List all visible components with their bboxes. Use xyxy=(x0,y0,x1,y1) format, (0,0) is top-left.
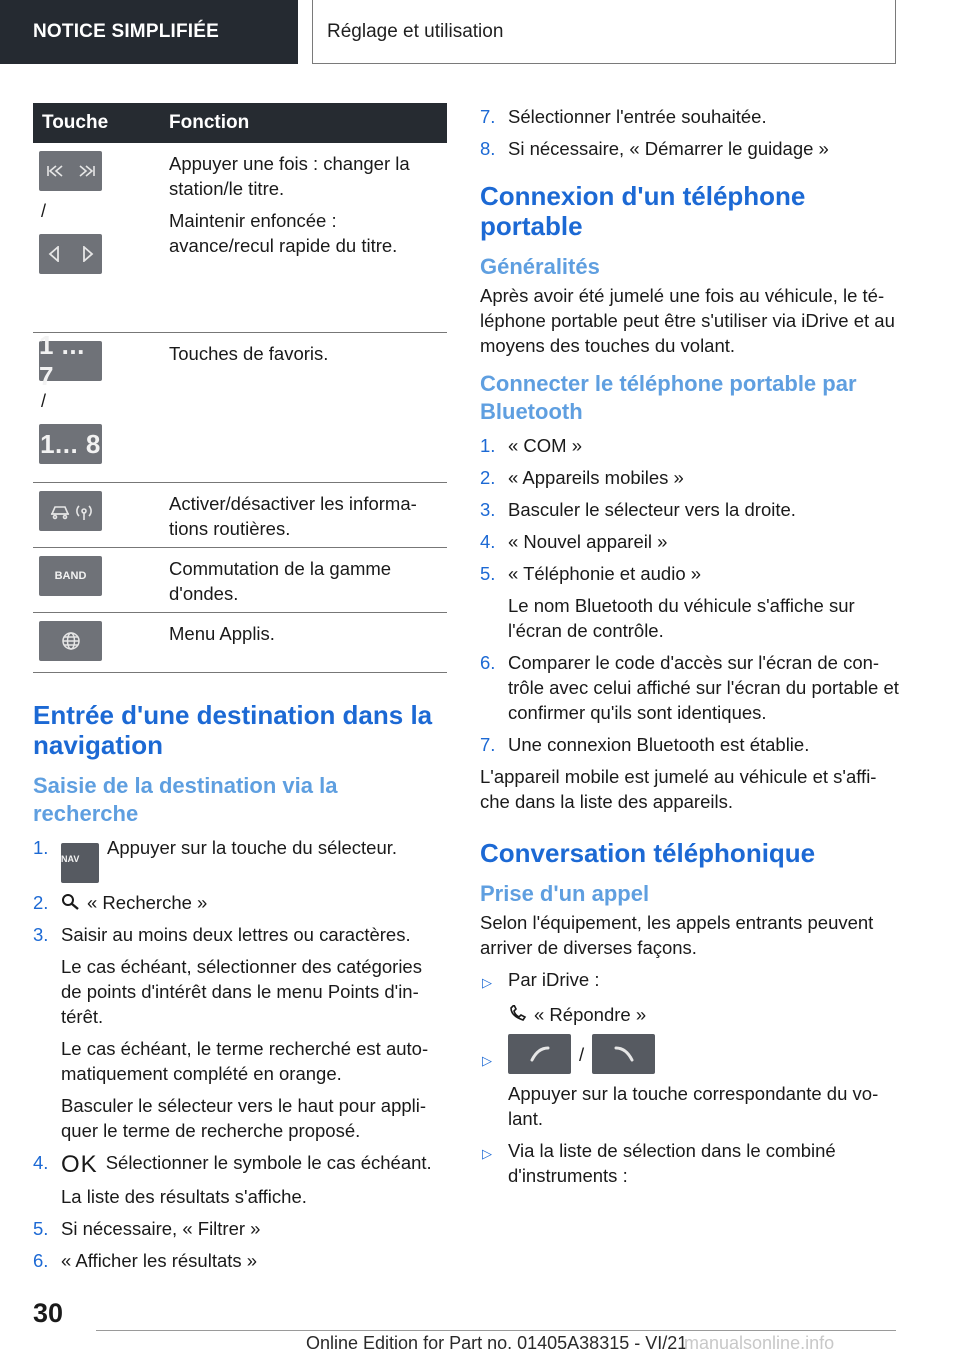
key-separator: / xyxy=(579,1043,585,1065)
heading-general: Généralités xyxy=(480,254,600,279)
list-item xyxy=(33,1150,447,1177)
col-function-header: Fonction xyxy=(169,112,250,133)
bluetooth-steps xyxy=(480,433,900,757)
bullet-triangle-icon: ▷ xyxy=(482,975,492,990)
bluetooth-result: L'appareil mobile est jumelé au véhicule et s'affi-che dans la liste des appareils. xyxy=(480,766,877,812)
list-item xyxy=(33,890,447,915)
favorites-8-key xyxy=(39,424,102,464)
step-text: « Appareils mobiles » xyxy=(508,467,684,488)
list-item xyxy=(480,433,900,458)
right-column xyxy=(480,103,900,1188)
step-text: Saisir au moins deux lettres ou caractères. xyxy=(61,924,411,945)
step-note: Basculer le sélecteur vers le haut pour appli-quer le terme de recherche proposé. xyxy=(61,1095,427,1141)
step-number: 6. xyxy=(480,652,496,673)
list-item xyxy=(480,650,900,725)
favorites-7-key xyxy=(39,330,102,391)
traffic-info-icon xyxy=(46,500,96,522)
watermark: manualsonline.info xyxy=(684,1333,835,1353)
key-instruction: Appuyer sur la touche correspondante du vo-lant. xyxy=(508,1083,879,1129)
step-text: « Afficher les résultats » xyxy=(61,1249,258,1271)
key-cell xyxy=(33,483,169,547)
step-number: 8. xyxy=(480,138,496,159)
table-row xyxy=(33,330,447,483)
step-number: 7. xyxy=(480,734,496,755)
step-number: 6. xyxy=(33,1249,49,1271)
edition-text: Online Edition for Part no. 01405A38315 - VI/21 xyxy=(306,1333,688,1353)
list-item xyxy=(480,529,900,554)
step-text: Comparer le code d'accès sur l'écran de con-trôle avec celui affiché sur l'écran du portable et confirmer qu'ils sont identiques. xyxy=(508,652,899,723)
table-row xyxy=(33,143,447,333)
function-text: Commutation de la gamme d'ondes. xyxy=(169,558,392,604)
table-row xyxy=(33,483,447,548)
bullet-triangle-icon: ▷ xyxy=(482,1053,492,1068)
key-separator: / xyxy=(41,201,47,221)
search-steps xyxy=(33,835,447,1273)
accept-call-key-alt xyxy=(592,1034,655,1074)
seek-arrows-key xyxy=(39,234,102,274)
step-note: Le cas échéant, sélectionner des catégories de points d'intérêt dans le menu Points d'in-térêt. xyxy=(61,956,422,1027)
function-cell xyxy=(169,143,447,332)
key-label: 1... 8 xyxy=(40,428,101,459)
step-text: Si nécessaire, « Démarrer le guidage » xyxy=(508,138,829,159)
step-text: Appuyer sur la touche du sélecteur. xyxy=(107,837,398,858)
step-text: Sélectionner l'entrée souhaitée. xyxy=(508,106,767,127)
continued-steps xyxy=(480,104,900,161)
step-text: Une connexion Bluetooth est établie. xyxy=(508,734,810,755)
table-row xyxy=(33,613,447,673)
heading-bluetooth: Connecter le téléphone portable par Bluetooth xyxy=(480,371,857,424)
function-cell xyxy=(169,613,447,672)
heading-destination-entry: Entrée d'une destination dans la navigation xyxy=(33,700,433,760)
list-item xyxy=(480,561,900,586)
step-number: 1. xyxy=(480,435,496,456)
heading-phone-call: Conversation téléphonique xyxy=(480,838,816,868)
traffic-info-key xyxy=(39,491,102,531)
table-header xyxy=(33,103,447,143)
step-text: « Nouvel appareil » xyxy=(508,531,668,552)
step-number: 1. xyxy=(33,837,49,858)
bullet-text: Par iDrive : xyxy=(508,969,600,990)
function-cell xyxy=(169,548,447,612)
key-label: 1 ... 7 xyxy=(39,330,85,391)
step-text: Sélectionner le symbole le cas échéant. xyxy=(105,1152,432,1173)
step-number: 3. xyxy=(33,924,49,945)
heading-search: Saisie de la destination via la recherche xyxy=(33,773,338,826)
table-row xyxy=(33,548,447,613)
key-label: NAV xyxy=(61,854,80,864)
step-number: 3. xyxy=(480,499,496,520)
list-item xyxy=(480,465,900,490)
step-number: 5. xyxy=(33,1217,49,1239)
arrow-left-right-icon xyxy=(46,246,96,262)
step-text: « Téléphonie et audio » xyxy=(508,563,702,584)
list-item xyxy=(480,104,900,129)
bullet-triangle-icon: ▷ xyxy=(482,1146,492,1161)
list-item xyxy=(480,1138,900,1188)
key-label: BAND xyxy=(54,570,87,582)
step-note: La liste des résultats s'affiche. xyxy=(61,1185,307,1207)
step-number: 2. xyxy=(480,467,496,488)
key-cell xyxy=(33,330,169,482)
apps-key xyxy=(39,621,102,661)
step-number: 5. xyxy=(480,563,496,584)
chapter-title: Réglage et utilisation xyxy=(312,0,896,64)
skip-track-key xyxy=(39,151,102,191)
function-text: Appuyer une fois : changer la station/le titre. xyxy=(169,153,410,199)
step-text: Basculer le sélecteur vers la droite. xyxy=(508,499,796,520)
left-column xyxy=(33,103,447,1273)
list-item xyxy=(33,1248,447,1273)
heading-accept-call: Prise d'un appel xyxy=(480,881,650,906)
function-cell xyxy=(169,483,447,547)
bullet-text: Via la liste de sélection dans le combiné d'instruments : xyxy=(508,1140,836,1186)
idrive-action xyxy=(480,1002,900,1027)
general-text: Après avoir été jumelé une fois au véhicule, le té-léphone portable peut être s'utiliser via iDrive et au moyens des touches du volant. xyxy=(480,285,895,356)
step-note: Le nom Bluetooth du véhicule s'affiche sur l'écran de contrôle. xyxy=(508,595,855,641)
page-number: 30 xyxy=(33,1298,64,1328)
key-cell xyxy=(33,548,169,612)
search-icon xyxy=(61,893,81,911)
nav-key xyxy=(61,843,99,883)
step-number: 2. xyxy=(33,892,49,913)
list-item xyxy=(33,1216,447,1241)
col-key-header: Touche xyxy=(42,112,109,133)
function-text: Maintenir enfoncée : avance/recul rapide du titre. xyxy=(169,210,398,256)
list-item xyxy=(480,732,900,757)
step-number: 4. xyxy=(480,531,496,552)
accept-text: Selon l'équipement, les appels entrants peuvent arriver de diverses façons. xyxy=(480,912,874,958)
function-cell xyxy=(169,333,447,482)
section-title: NOTICE SIMPLIFIÉE xyxy=(0,0,298,64)
key-cell xyxy=(33,613,169,672)
accept-options xyxy=(480,967,900,1188)
list-item xyxy=(33,922,447,947)
key-cell xyxy=(33,143,169,332)
step-text: « Recherche » xyxy=(87,892,208,913)
globe-icon xyxy=(60,630,82,652)
accept-call-key xyxy=(508,1034,571,1074)
step-note: Le cas échéant, le terme recherché est auto-matiquement complété en orange. xyxy=(61,1038,429,1084)
skip-track-icon xyxy=(46,164,96,178)
ok-icon: OK xyxy=(61,1150,98,1178)
list-item xyxy=(33,835,447,883)
action-text: « Répondre » xyxy=(534,1004,647,1025)
step-number: 4. xyxy=(33,1152,49,1173)
keys-table xyxy=(33,103,447,673)
heading-phone-connection: Connexion d'un téléphone portable xyxy=(480,181,806,241)
phone-handset-icon xyxy=(528,1044,552,1064)
key-separator: / xyxy=(41,391,47,411)
step-text: Si nécessaire, « Filtrer » xyxy=(61,1217,261,1239)
list-item xyxy=(480,1034,900,1074)
footer-divider xyxy=(96,1330,896,1331)
list-item xyxy=(480,497,900,522)
function-text: Menu Applis. xyxy=(169,623,275,644)
step-number: 7. xyxy=(480,106,496,127)
list-item xyxy=(480,967,900,995)
step-text: « COM » xyxy=(508,435,583,456)
band-key xyxy=(39,556,102,596)
function-text: Activer/désactiver les informa-tions routières. xyxy=(169,493,417,539)
list-item xyxy=(480,136,900,161)
function-text: Touches de favoris. xyxy=(169,343,329,364)
phone-icon xyxy=(508,1005,528,1023)
phone-handset-icon xyxy=(612,1044,636,1064)
